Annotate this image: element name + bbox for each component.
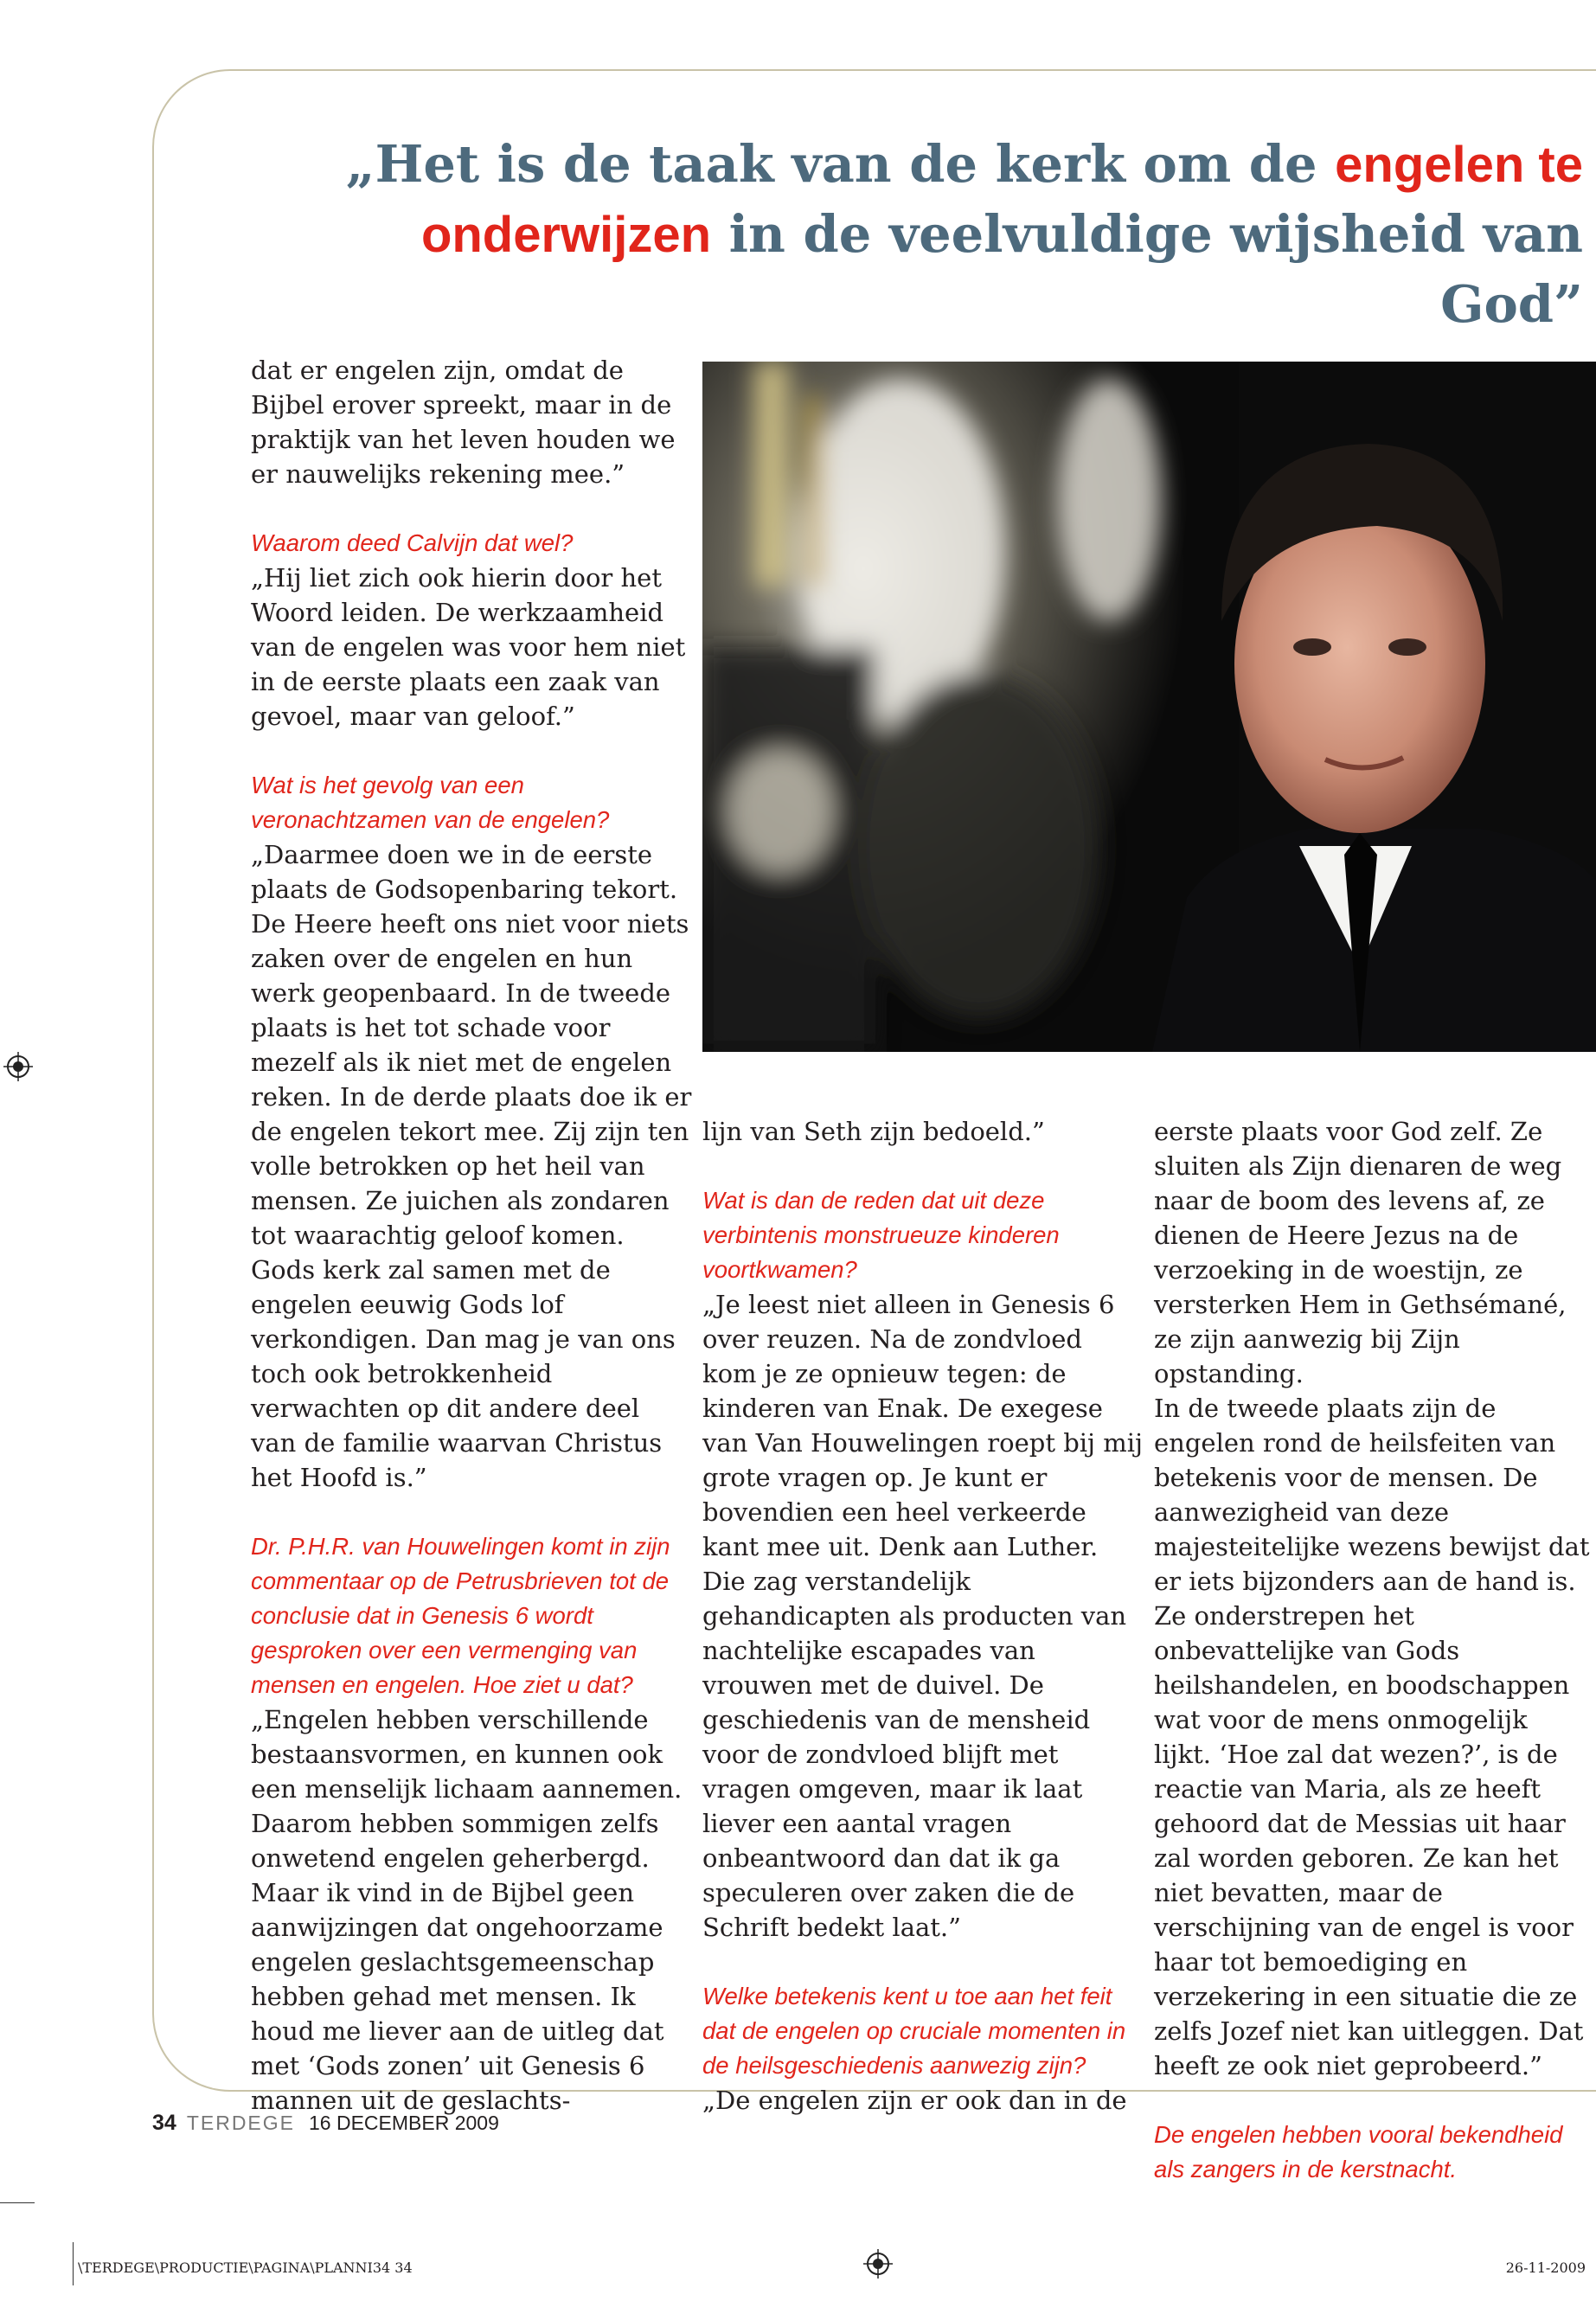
body-paragraph: „Daarmee doen we in de eerste plaats de Godsopenbaring tekort. De Heere heeft ons niet voor niets zaken over de engelen en hun werk geopenbaard. In de tweede plaats is het tot schade voor mezelf als ik niet met de engelen reken. In de derde plaats doe ik er de engelen tekort mee. Zij zijn ten volle betrokken op het heil van mensen. Ze juichen als zondaren tot waarachtig geloof komen. Gods kerk zal samen met de engelen eeuwig Gods lof verkondigen. Dan mag je van ons toch ook betrokkenheid verwachten op dit andere deel van de familie waarvan Christus het Hoofd is.” bbox=[251, 840, 692, 1492]
text-column-3 bbox=[1154, 1114, 1591, 2187]
portrait-photo-svg bbox=[702, 362, 1596, 1052]
portrait-photo bbox=[702, 362, 1596, 1052]
body-paragraph: dat er engelen zijn, omdat de Bijbel erover spreekt, maar in de praktijk van het leven houden we er nauwelijks rekening mee.” bbox=[251, 356, 676, 489]
text-column-2 bbox=[702, 1114, 1144, 2118]
body-paragraph: In de tweede plaats zijn de engelen rond de heilsfeiten van betekenis voor de mensen. De aanwezigheid van deze majesteitelijke wezens bewijst dat er iets bijzonders aan de hand is. Ze onderstrepen het onbevattelijke van Gods heilshandelen, en boodschappen wat voor de mens onmogelijk lijkt. ‘Hoe zal dat wezen?’, is de reactie van Maria, als ze heeft gehoord dat de Messias uit haar zal worden geboren. Ze kan het niet bevatten, maar de verschijning van de engel is voor haar tot bemoediging en verzekering in een situatie die ze zelfs Jozef niet kan uitleggen. Dat heeft ze ook niet geprobeerd.” bbox=[1154, 1394, 1590, 2080]
interview-question: Dr. P.H.R. van Houwelingen komt in zijn commentaar op de Petrusbrieven tot de conclusie dat in Genesis 6 wordt gesproken over een vermenging van mensen en engelen. Hoe ziet u dat? bbox=[251, 1533, 670, 1698]
body-paragraph: lijn van Seth zijn bedoeld.” bbox=[702, 1117, 1045, 1146]
body-paragraph: „Engelen hebben verschillende bestaansvormen, en kunnen ook een menselijk lichaam aannemen. Daarom hebben sommigen zelfs onwetend engelen geherbergd. Maar ik vind in de Bijbel geen aanwijzingen dat ongehoorzame engelen geslachtsgemeenschap hebben gehad met mensen. Ik houd me liever aan de uitleg dat met ‘Gods zonen’ uit Genesis 6 mannen uit de geslachts- bbox=[251, 1705, 683, 2115]
interview-question: Waarom deed Calvijn dat wel? bbox=[251, 529, 574, 556]
registration-mark-icon bbox=[3, 1052, 33, 1081]
slug-path: \TERDEGE\PRODUCTIE\PAGINA\PLANNI34 34 bbox=[78, 2259, 413, 2276]
interview-question: Wat is dan de reden dat uit deze verbintenis monstrueuze kinderen voortkwamen? bbox=[702, 1187, 1060, 1283]
body-paragraph: „De engelen zijn er ook dan in de bbox=[702, 2086, 1127, 2115]
pull-quote-highlight2: onderwijzen bbox=[420, 207, 712, 263]
interview-question: Wat is het gevolg van een veronachtzamen van de engelen? bbox=[251, 772, 610, 833]
magazine-name: TERDEGE bbox=[186, 2112, 295, 2134]
body-paragraph: „Hij liet zich ook hierin door het Woord leiden. De werkzaamheid van de engelen was voor hem niet in de eerste plaats een zaak van gevoel, maar van geloof.” bbox=[251, 563, 686, 731]
pull-quote-part2: in de veelvuldige wijsheid van God” bbox=[711, 204, 1583, 334]
issue-date: 16 DECEMBER 2009 bbox=[309, 2112, 499, 2134]
crop-mark bbox=[73, 2242, 74, 2285]
interview-question: Welke betekenis kent u toe aan het feit dat de engelen op cruciale momenten in de heilsgeschiedenis aanwezig zijn? bbox=[702, 1983, 1126, 2079]
body-paragraph: „Je leest niet alleen in Genesis 6 over reuzen. Na de zondvloed kom je ze opnieuw tegen: de kinderen van Enak. De exegese van Van Houwelingen roept bij mij grote vragen op. Je kunt er bovendien een heel verkeerde kant mee uit. Denk aan Luther. Die zag verstandelijk gehandicapten als producten van nachtelijke escapades van vrouwen met de duivel. De geschiedenis van de mensheid voor de zondvloed blijft met vragen omgeven, maar ik laat liever een aantal vragen onbeantwoord dan dat ik ga speculeren over zaken die de Schrift bedekt laat.” bbox=[702, 1290, 1144, 1942]
pull-quote-part1: „Het is de taak van de kerk om de bbox=[345, 134, 1336, 194]
registration-mark-icon bbox=[863, 2249, 893, 2279]
interview-question: De engelen hebben vooral bekendheid als zangers in de kerstnacht. bbox=[1154, 2121, 1563, 2182]
page-number: 34 bbox=[152, 2111, 176, 2135]
pull-quote-highlight1: engelen te bbox=[1335, 137, 1583, 193]
slug-date: 26-11-2009 bbox=[1505, 2259, 1586, 2276]
body-paragraph: eerste plaats voor God zelf. Ze sluiten als Zijn dienaren de weg naar de boom des levens af, ze dienen de Heere Jezus na de verzoeking in de woestijn, ze versterken Hem in Gethsémané, ze zijn aanwezig bij Zijn opstanding. bbox=[1154, 1117, 1567, 1388]
page-footer bbox=[152, 2111, 499, 2136]
pull-quote bbox=[285, 130, 1583, 339]
text-column-1 bbox=[251, 353, 692, 2118]
crop-mark bbox=[0, 2202, 35, 2203]
